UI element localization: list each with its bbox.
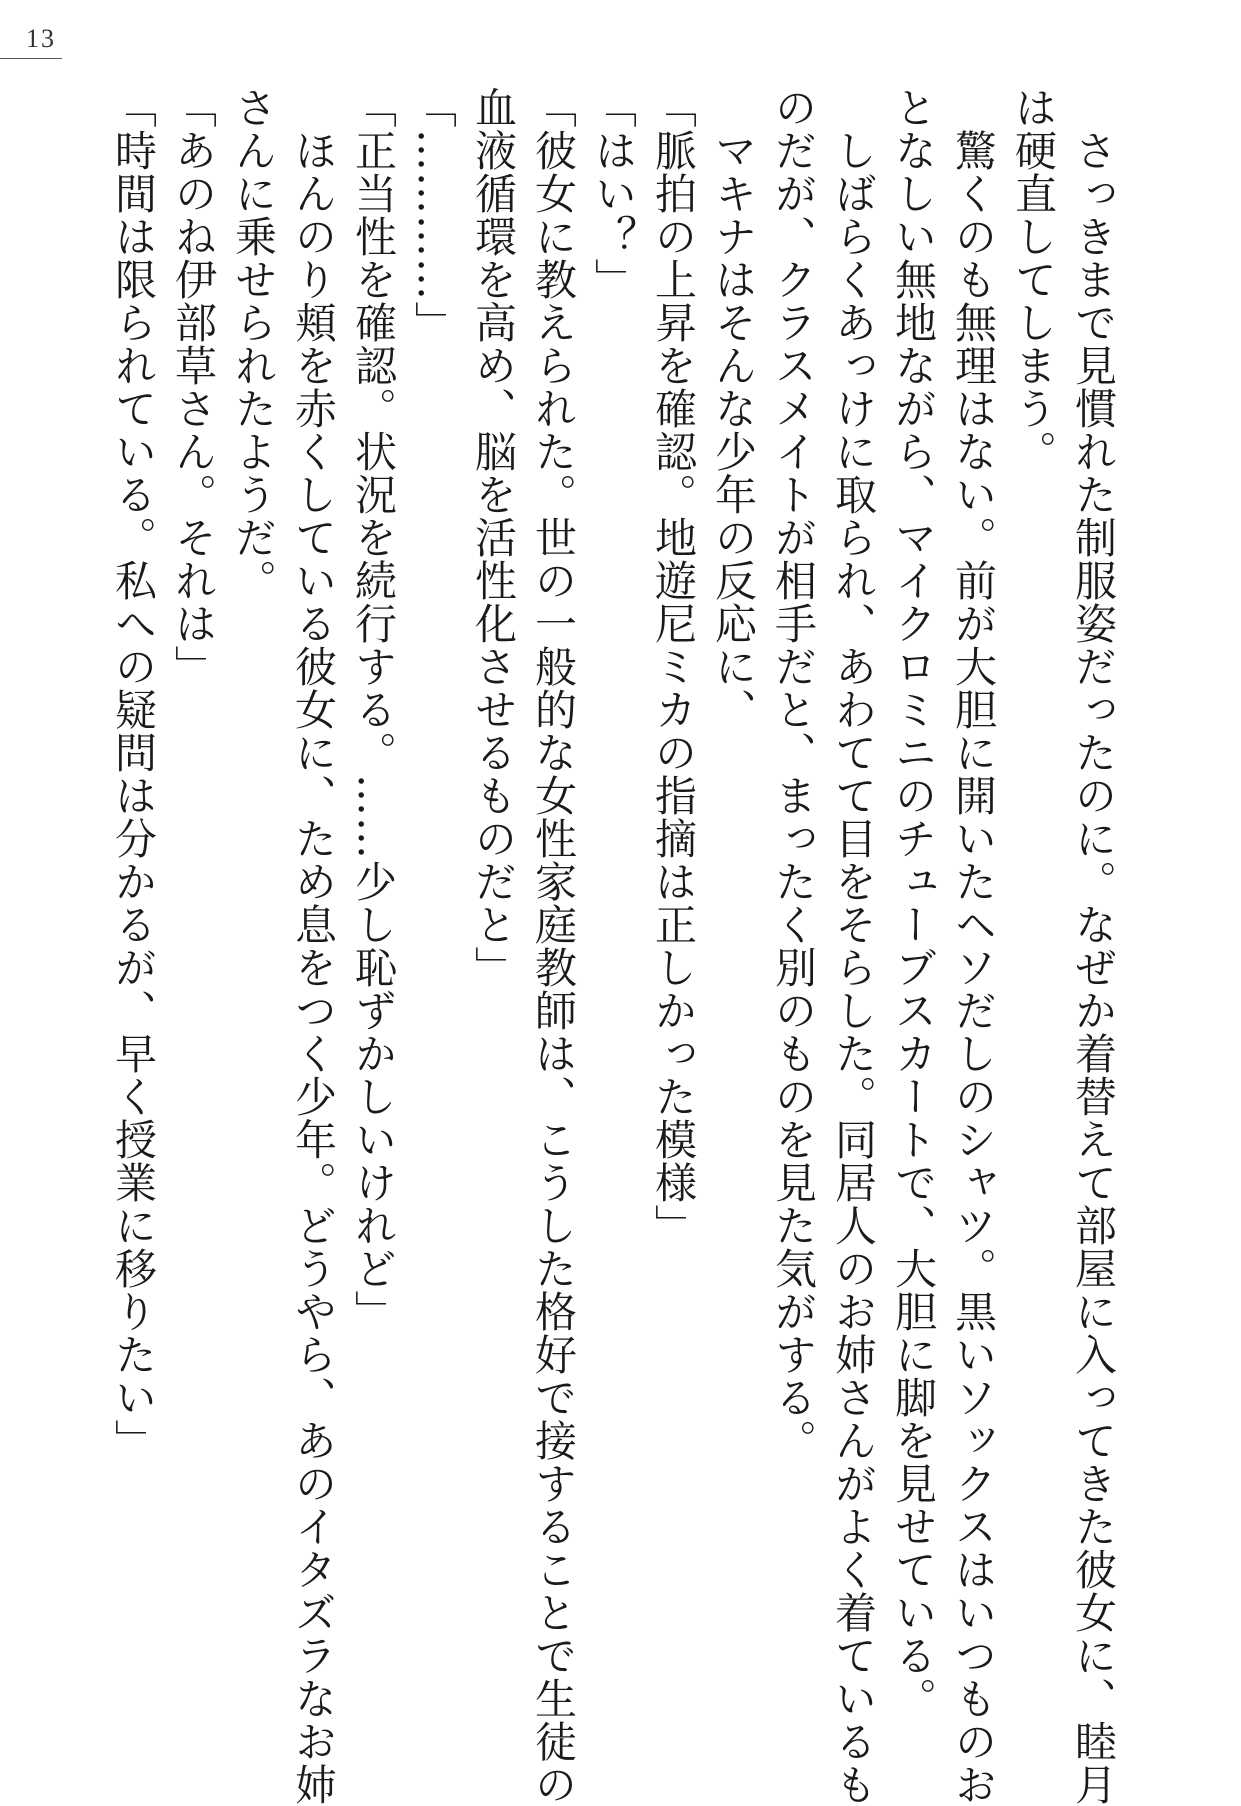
text-line: さんに乗せられたようだ。	[229, 86, 278, 602]
body-text	[103, 86, 1123, 1806]
text-line: 「時間は限られている。私への疑問は分かるが、早く授業に移りたい」	[109, 86, 158, 1462]
text-line: しばらくあっけに取られ、あわてて目をそらした。同居人のお姉さんがよく着ているも	[829, 86, 878, 1806]
page-number-rule	[0, 58, 62, 59]
text-line: 血液循環を高め、脳を活性化させるものだと」	[469, 86, 518, 989]
text-line: 「彼女に教えられた。世の一般的な女性家庭教師は、こうした格好で接することで生徒の	[529, 86, 578, 1806]
text-line: のだが、クラスメイトが相手だと、まったく別のものを見た気がする。	[769, 86, 818, 1462]
text-line: 「…………」	[409, 86, 458, 344]
text-line: となしい無地ながら、マイクロミニのチューブスカートで、大胆に脚を見せている。	[889, 86, 938, 1720]
text-line: 「脈拍の上昇を確認。地遊尼ミカの指摘は正しかった模様」	[649, 86, 698, 1247]
text-line: 「はい？」	[589, 86, 638, 301]
page-number: 13	[26, 24, 56, 53]
text-line: は硬直してしまう。	[1009, 86, 1058, 473]
text-line: マキナはそんな少年の反応に、	[709, 86, 758, 731]
text-line: ほんのり頬を赤くしている彼女に、ため息をつく少年。どうやら、あのイタズラなお姉	[289, 86, 338, 1806]
text-line: 「あのね伊部草さん。それは」	[169, 86, 218, 688]
text-line: 「正当性を確認。状況を続行する。……少し恥ずかしいけれど」	[349, 86, 398, 1333]
text-line: さっきまで見慣れた制服姿だったのに。なぜか着替えて部屋に入ってきた彼女に、睦月	[1069, 86, 1118, 1806]
text-line: 驚くのも無理はない。前が大胆に開いたヘソだしのシャツ。黒いソックスはいつものお	[949, 86, 998, 1806]
